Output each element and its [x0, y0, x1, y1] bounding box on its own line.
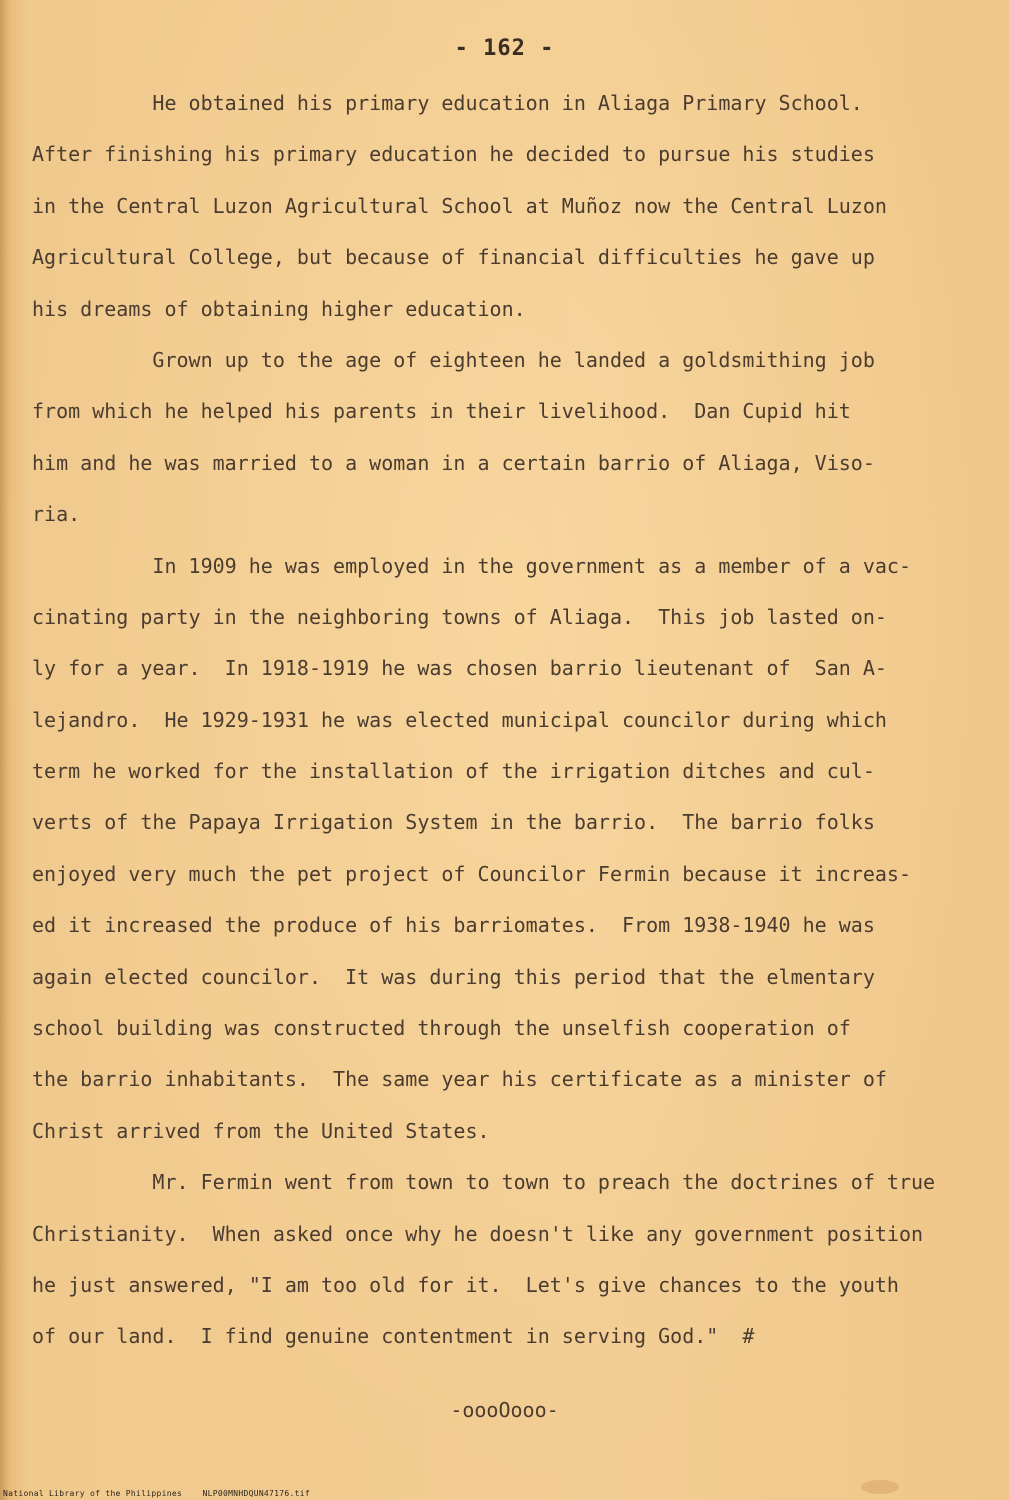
text-line: Christ arrived from the United States. [32, 1118, 490, 1143]
text-line: After finishing his primary education he decided to pursue his studies [32, 142, 875, 167]
text-line: lejandro. He 1929-1931 he was elected municipal councilor during which [32, 707, 887, 732]
text-line: term he worked for the installation of the irrigation ditches and cul- [32, 759, 875, 784]
text-line: Agricultural College, but because of financial difficulties he gave up [32, 245, 875, 270]
text-line: school building was constructed through the unselfish cooperation of [32, 1016, 851, 1041]
text-line: In 1909 he was employed in the government as a member of a vac- [32, 553, 911, 578]
document-body [32, 78, 982, 1363]
text-line: his dreams of obtaining higher education. [32, 296, 526, 321]
text-line: of our land. I find genuine contentment in serving God." # [32, 1324, 755, 1349]
text-line: in the Central Luzon Agricultural School at Muñoz now the Central Luzon [32, 193, 887, 218]
text-line: enjoyed very much the pet project of Councilor Fermin because it increas- [32, 861, 911, 886]
archive-footer: National Library of the Philippines NLP00MNHDQUN47176.tif [3, 1489, 310, 1498]
text-line: He obtained his primary education in Aliaga Primary School. [32, 91, 863, 115]
text-line: the barrio inhabitants. The same year his certificate as a minister of [32, 1067, 887, 1092]
text-line: ria. [32, 502, 81, 527]
text-line: Mr. Fermin went from town to town to preach the doctrines of true [32, 1170, 936, 1195]
text-line: ly for a year. In 1918-1919 he was chosen barrio lieutenant of San A- [32, 656, 887, 681]
page-number: - 162 - [454, 36, 555, 61]
text-line: Grown up to the age of eighteen he landed a goldsmithing job [32, 347, 875, 372]
paper-stain [861, 1480, 899, 1494]
closing-ornament: -oooOooo- [450, 1398, 559, 1422]
text-line: he just answered, "I am too old for it. Let's give chances to the youth [32, 1272, 899, 1297]
text-line: again elected councilor. It was during this period that the elmentary [32, 964, 875, 989]
text-line: from which he helped his parents in their livelihood. Dan Cupid hit [32, 399, 851, 424]
text-line: him and he was married to a woman in a certain barrio of Aliaga, Viso- [32, 450, 875, 475]
text-line: cinating party in the neighboring towns of Aliaga. This job lasted on- [32, 604, 887, 629]
text-line: verts of the Papaya Irrigation System in the barrio. The barrio folks [32, 810, 875, 835]
text-line: ed it increased the produce of his barriomates. From 1938-1940 he was [32, 913, 875, 938]
text-line: Christianity. When asked once why he doesn't like any government position [32, 1221, 924, 1246]
